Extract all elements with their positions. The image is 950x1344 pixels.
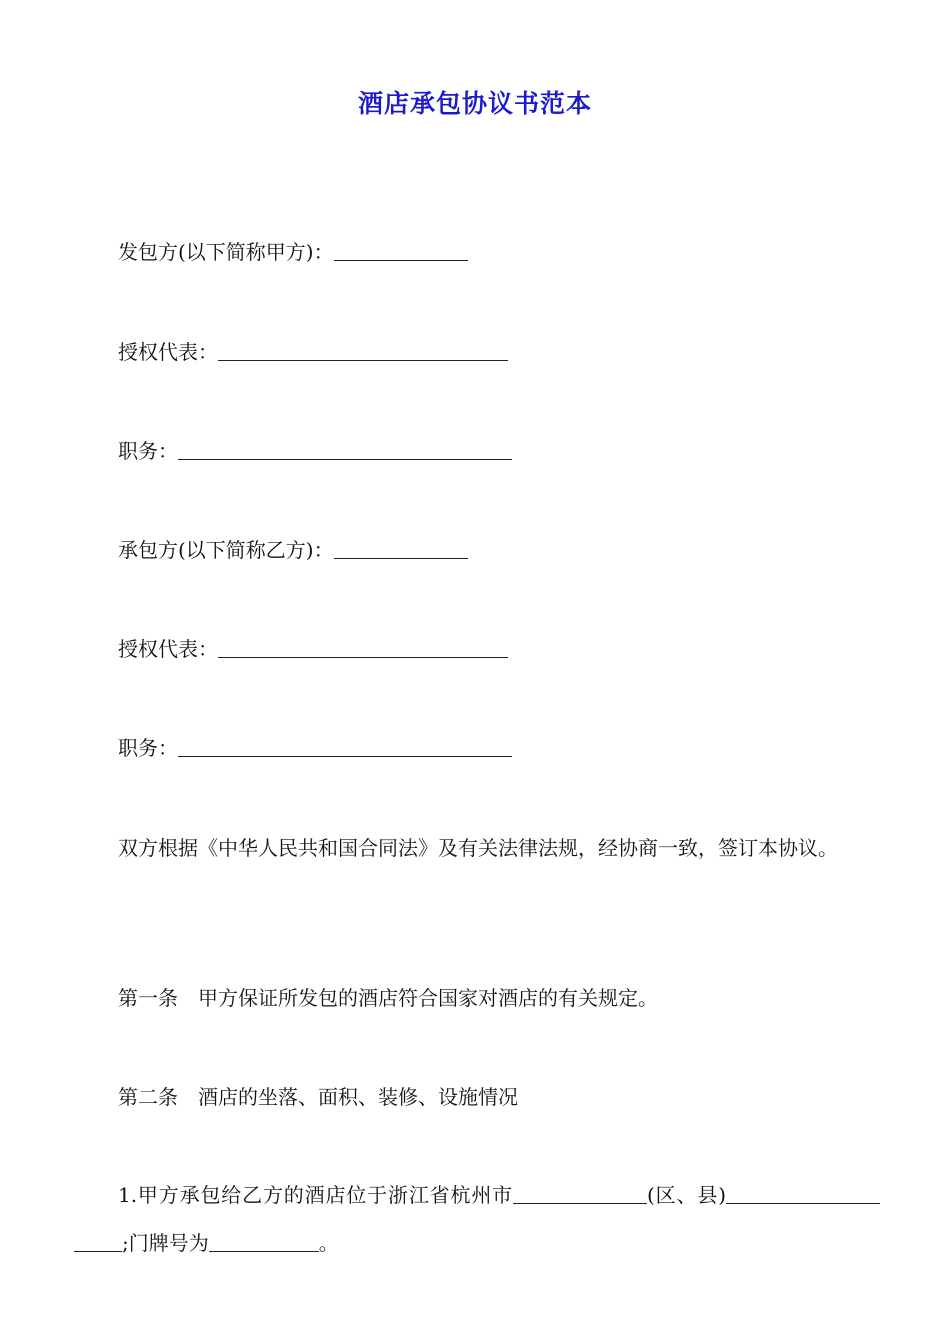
item-1-paragraph <box>74 1171 880 1267</box>
party-a-rep-blank[interactable] <box>218 340 508 361</box>
party-b-position-blank[interactable] <box>178 736 512 757</box>
party-a-position-line <box>118 437 512 465</box>
street-blank[interactable] <box>726 1183 880 1204</box>
document-title: 酒店承包协议书范本 <box>357 89 592 118</box>
party-a-rep-line <box>118 338 508 366</box>
party-b-label: 承包方(以下简称乙方)： <box>118 538 334 562</box>
party-b-rep-label: 授权代表： <box>118 637 218 661</box>
party-b-blank[interactable] <box>334 538 468 559</box>
article-1: 第一条 甲方保证所发包的酒店符合国家对酒店的有关规定。 <box>118 986 658 1010</box>
party-b-line <box>118 536 468 564</box>
party-a-rep-label: 授权代表： <box>118 340 218 364</box>
intro-paragraph: 双方根据《中华人民共和国合同法》及有关法律法规，经协商一致，签订本协议。 <box>118 836 838 860</box>
party-b-position-label: 职务： <box>118 736 178 760</box>
item-1-text-district: (区、县) <box>647 1183 726 1207</box>
item-1-text-location: 1.甲方承包给乙方的酒店位于浙江省杭州市 <box>118 1183 514 1207</box>
district-blank[interactable] <box>513 1183 647 1204</box>
party-a-line <box>118 238 468 266</box>
item-1-text-end: 。 <box>318 1231 339 1255</box>
door-number-blank[interactable] <box>209 1231 319 1252</box>
party-a-blank[interactable] <box>334 240 468 261</box>
article-2: 第二条 酒店的坐落、面积、装修、设施情况 <box>118 1085 518 1109</box>
street-blank-continued[interactable] <box>74 1231 122 1252</box>
party-b-rep-line <box>118 635 508 663</box>
party-b-rep-blank[interactable] <box>218 637 508 658</box>
party-a-position-blank[interactable] <box>178 439 512 460</box>
item-1-text-number: ;门牌号为 <box>122 1231 209 1255</box>
party-a-label: 发包方(以下简称甲方)： <box>118 240 334 264</box>
party-a-position-label: 职务： <box>118 439 178 463</box>
party-b-position-line <box>118 734 512 762</box>
